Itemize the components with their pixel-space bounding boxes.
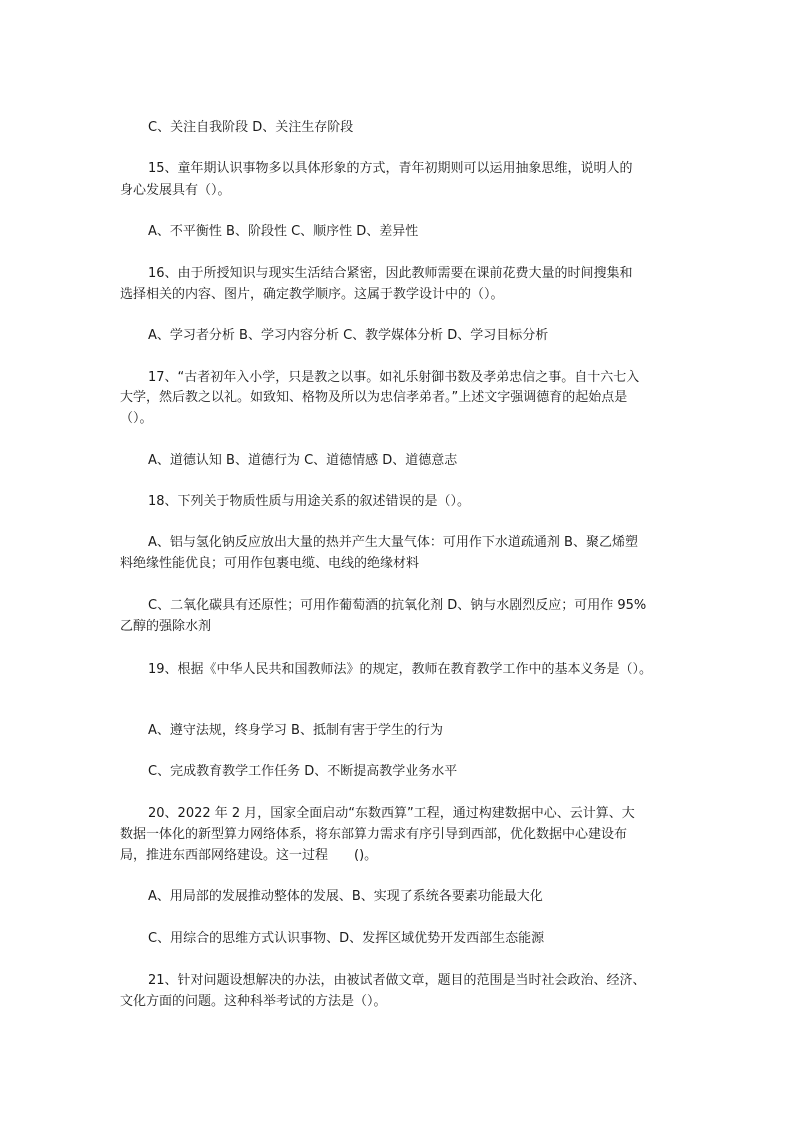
q16-stem-line-2: 选择相关的内容、图片，确定教学顺序。这属于教学设计中的（）。 <box>120 287 504 302</box>
q19-stem: 19、根据《中华人民共和国教师法》的规定，教师在教育教学工作中的基本义务是（）。 <box>148 662 653 677</box>
q15-stem-line-2: 身心发展具有（）。 <box>120 183 231 198</box>
q19-options-ab: A、遵守法规，终身学习 B、抵制有害于学生的行为 <box>148 723 443 738</box>
q21-stem-line-1: 21、针对问题设想解决的办法，由被试者做文章，题目的范围是当时社会政治、经济、 <box>148 973 646 988</box>
q20-stem-line-2: 数据一体化的新型算力网络体系，将东部算力需求有序引导到西部，优化数据中心建设布 <box>120 827 628 842</box>
q20-options-cd: C、用综合的思维方式认识事物、D、发挥区域优势开发西部生态能源 <box>148 931 545 946</box>
q14-options-cd: C、关注自我阶段 D、关注生存阶段 <box>148 120 354 135</box>
q17-options: A、道德认知 B、道德行为 C、道德情感 D、道德意志 <box>148 453 458 468</box>
q15-stem-line-1: 15、童年期认识事物多以具体形象的方式，青年初期则可以运用抽象思维，说明人的 <box>148 161 633 176</box>
q17-stem-line-2: 大学，然后教之以礼。如致知、格物及所以为忠信孝弟者。”上述文字强调德育的起始点是 <box>120 390 628 405</box>
q21-stem-line-2: 文化方面的问题。这种科举考试的方法是（）。 <box>120 994 387 1009</box>
q18-options-cd-line-1: C、二氧化碳具有还原性；可用作葡萄酒的抗氧化剂 D、钠与水剧烈反应；可用作 95% <box>148 598 647 613</box>
q17-stem-line-3: （）。 <box>120 411 153 426</box>
q18-options-ab-line-2: 料绝缘性能优良；可用作包裹电缆、电线的绝缘材料 <box>120 556 420 571</box>
q16-options: A、学习者分析 B、学习内容分析 C、教学媒体分析 D、学习目标分析 <box>148 328 549 343</box>
q20-options-ab: A、用局部的发展推动整体的发展、B、实现了系统各要素功能最大化 <box>148 889 543 904</box>
q17-stem-line-1: 17、“古者初年入小学，只是教之以事。如礼乐射御书数及孝弟忠信之事。自十六七入 <box>148 370 640 385</box>
q15-options: A、不平衡性 B、阶段性 C、顺序性 D、差异性 <box>148 224 419 239</box>
q20-stem-line-1: 20、2022 年 2 月，国家全面启动“东数西算”工程，通过构建数据中心、云计算、大 <box>148 806 635 821</box>
q16-stem-line-1: 16、由于所授知识与现实生活结合紧密，因此教师需要在课前花费大量的时间搜集和 <box>148 266 633 281</box>
q19-options-cd: C、完成教育教学工作任务 D、不断提高教学业务水平 <box>148 764 458 779</box>
q18-options-ab-line-1: A、铝与氢化钠反应放出大量的热并产生大量气体：可用作下水道疏通剂 B、聚乙烯塑 <box>148 535 638 550</box>
q18-options-cd-line-2: 乙醇的强除水剂 <box>120 619 212 634</box>
q18-stem: 18、下列关于物质性质与用途关系的叙述错误的是（）。 <box>148 494 471 509</box>
q20-stem-line-3: 局，推进东西部网络建设。这一过程 ()。 <box>120 848 378 863</box>
